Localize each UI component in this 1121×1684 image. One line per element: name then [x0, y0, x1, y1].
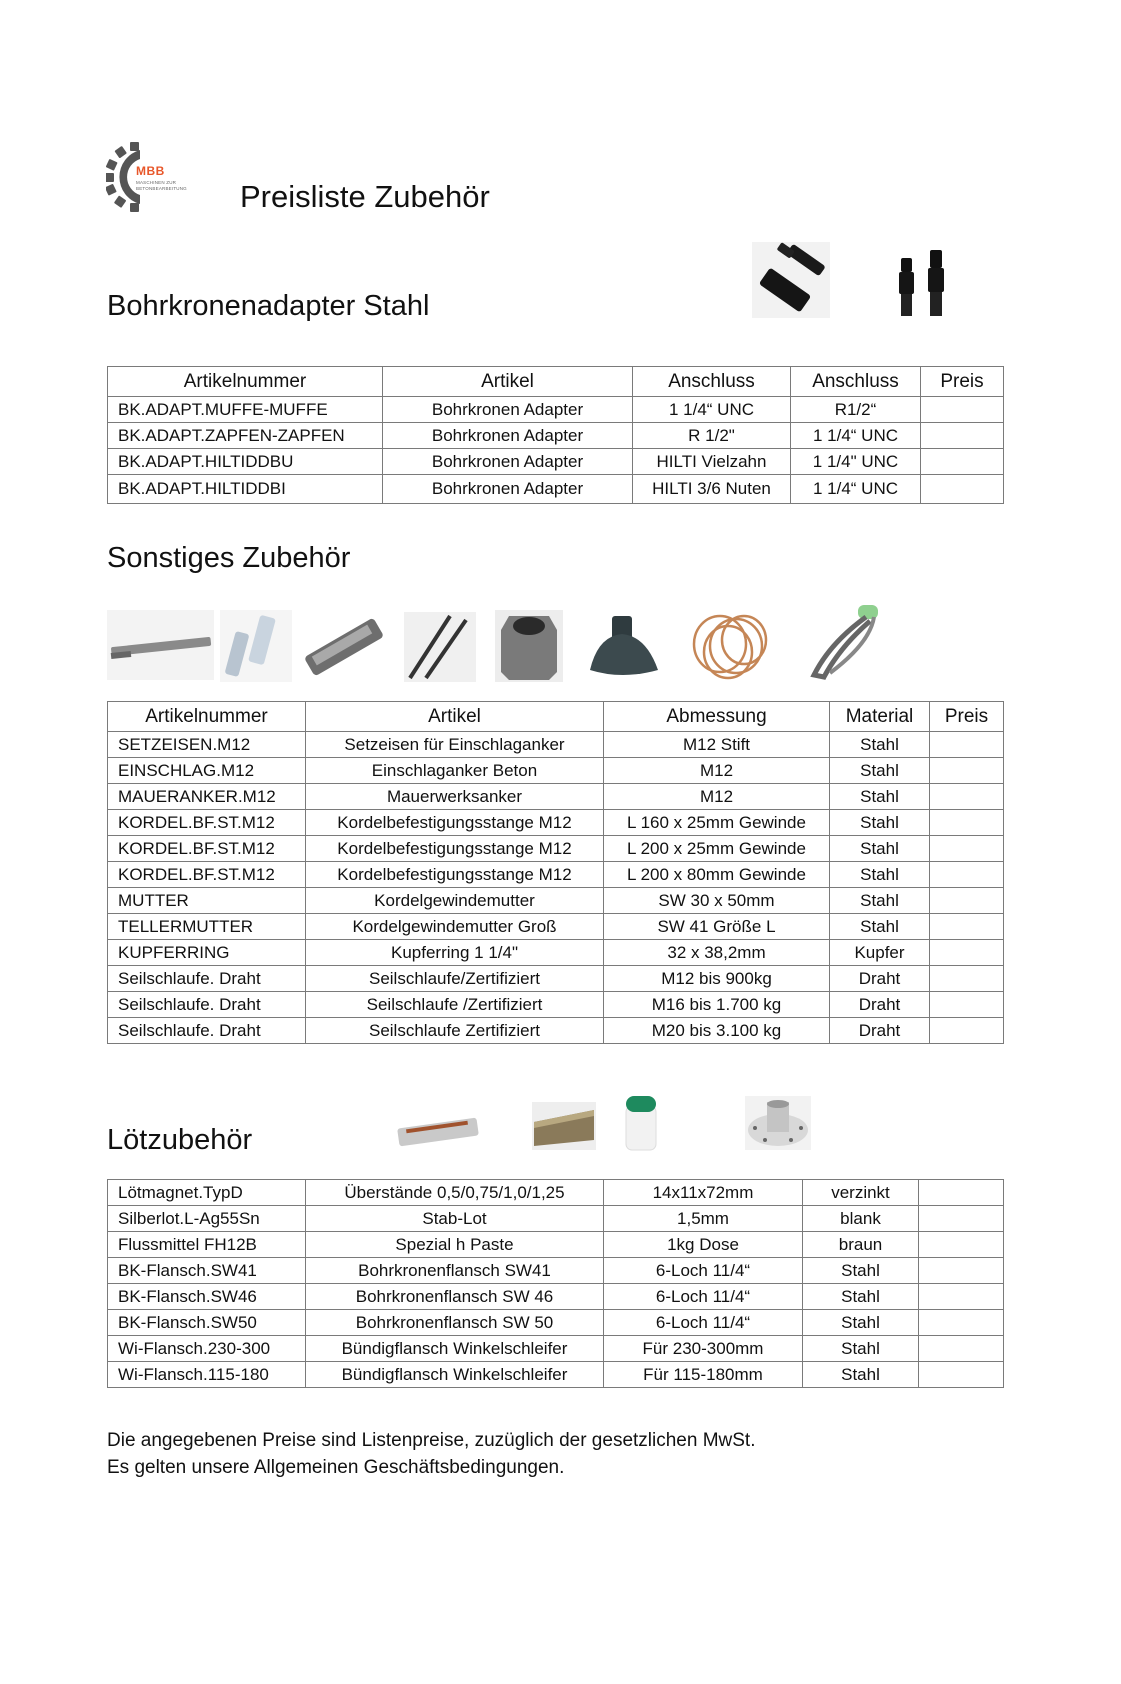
table-row [108, 966, 1004, 992]
logo-brand: MBB [136, 164, 165, 178]
table-row [108, 914, 1004, 940]
cell-abmessung: 1kg Dose [604, 1232, 803, 1258]
cell-artikel: Kordelbefestigungsstange M12 [306, 810, 604, 836]
cell-artikelnummer: BK.ADAPT.MUFFE-MUFFE [108, 397, 383, 423]
cell-material: Stahl [803, 1258, 919, 1284]
cell-abmessung: 6-Loch 11/4“ [604, 1284, 803, 1310]
loetmagnet-image [392, 1105, 482, 1155]
cell-preis [930, 966, 1004, 992]
cell-preis [930, 992, 1004, 1018]
cell-artikel: Seilschlaufe /Zertifiziert [306, 992, 604, 1018]
table-row [108, 784, 1004, 810]
cell-artikelnummer: Wi-Flansch.115-180 [108, 1362, 306, 1388]
cell-artikelnummer: Wi-Flansch.230-300 [108, 1336, 306, 1362]
kupferring-image [680, 610, 780, 682]
cell-artikelnummer: Seilschlaufe. Draht [108, 1018, 306, 1044]
cell-artikel: Kordelgewindemutter Groß [306, 914, 604, 940]
cell-material: Draht [830, 1018, 930, 1044]
cell-preis [919, 1206, 1004, 1232]
cell-material: Stahl [803, 1284, 919, 1310]
cell-preis [919, 1362, 1004, 1388]
cell-anschluss-1: 1 1/4“ UNC [633, 397, 791, 423]
table-row [108, 423, 1004, 449]
cell-artikel: Bohrkronenflansch SW 50 [306, 1310, 604, 1336]
cell-abmessung: L 200 x 25mm Gewinde [604, 836, 830, 862]
cell-artikel: Kordelbefestigungsstange M12 [306, 836, 604, 862]
adapter-table [107, 366, 1004, 504]
cell-abmessung: M12 bis 900kg [604, 966, 830, 992]
table-row [108, 732, 1004, 758]
sonstiges-table [107, 701, 1004, 1044]
tellermutter-image [582, 610, 664, 682]
cell-preis [930, 732, 1004, 758]
cell-material: Stahl [830, 888, 930, 914]
cell-artikelnummer: Lötmagnet.TypD [108, 1180, 306, 1206]
kordelstange-image [404, 612, 476, 682]
table-row [108, 1180, 1004, 1206]
cell-artikelnummer: EINSCHLAG.M12 [108, 758, 306, 784]
cell-material: Stahl [803, 1310, 919, 1336]
cell-material: Draht [830, 966, 930, 992]
cell-preis [930, 758, 1004, 784]
table-row [108, 1018, 1004, 1044]
setzeisen-image [107, 610, 214, 680]
cell-artikelnummer: KORDEL.BF.ST.M12 [108, 836, 306, 862]
cell-artikelnummer: BK.ADAPT.ZAPFEN-ZAPFEN [108, 423, 383, 449]
cell-anschluss-1: R 1/2" [633, 423, 791, 449]
cell-abmessung: 1,5mm [604, 1206, 803, 1232]
cell-material: verzinkt [803, 1180, 919, 1206]
cell-artikel: Bohrkronen Adapter [383, 449, 633, 475]
gear-icon [106, 142, 140, 212]
column-header: Artikelnummer [108, 367, 383, 397]
cell-abmessung: Für 230-300mm [604, 1336, 803, 1362]
seilschlaufe-image [800, 603, 900, 683]
table-row [108, 810, 1004, 836]
cell-artikel: Bohrkronen Adapter [383, 423, 633, 449]
cell-artikelnummer: BK-Flansch.SW46 [108, 1284, 306, 1310]
table-header-row [108, 367, 1004, 397]
cell-abmessung: M20 bis 3.100 kg [604, 1018, 830, 1044]
cell-material: Draht [830, 992, 930, 1018]
cell-artikel: Bohrkronen Adapter [383, 397, 633, 423]
page-title: Preisliste Zubehör [240, 179, 490, 214]
cell-preis [919, 1336, 1004, 1362]
table-row [108, 1310, 1004, 1336]
cell-material: blank [803, 1206, 919, 1232]
section-title-sonstiges: Sonstiges Zubehör [107, 542, 351, 574]
cell-artikel: Bohrkronenflansch SW 46 [306, 1284, 604, 1310]
cell-artikelnummer: MUTTER [108, 888, 306, 914]
cell-abmessung: 14x11x72mm [604, 1180, 803, 1206]
table-row [108, 449, 1004, 475]
loetzubehoer-table [107, 1179, 1004, 1388]
cell-abmessung: 6-Loch 11/4“ [604, 1310, 803, 1336]
footnote-terms: Es gelten unsere Allgemeinen Geschäftsbedingungen. [107, 1457, 565, 1478]
cell-artikelnummer: Seilschlaufe. Draht [108, 966, 306, 992]
cell-anschluss-1: HILTI Vielzahn [633, 449, 791, 475]
cell-artikel: Spezial h Paste [306, 1232, 604, 1258]
cell-material: Kupfer [830, 940, 930, 966]
column-header: Preis [921, 367, 1004, 397]
cell-artikelnummer: BK-Flansch.SW50 [108, 1310, 306, 1336]
table-row [108, 888, 1004, 914]
cell-preis [930, 1018, 1004, 1044]
cell-material: Stahl [830, 810, 930, 836]
cell-abmessung: M12 Stift [604, 732, 830, 758]
bohrkronenflansch-image [745, 1096, 811, 1150]
table-row [108, 1336, 1004, 1362]
table-row [108, 397, 1004, 423]
cell-abmessung: SW 30 x 50mm [604, 888, 830, 914]
silberlot-image [532, 1102, 596, 1150]
cell-abmessung: M12 [604, 784, 830, 810]
cell-artikel: Bohrkronen Adapter [383, 475, 633, 504]
cell-artikel: Einschlaganker Beton [306, 758, 604, 784]
adapter-muffe-zapfen-image [752, 242, 830, 318]
cell-abmessung: Für 115-180mm [604, 1362, 803, 1388]
cell-anschluss-2: R1/2“ [791, 397, 921, 423]
cell-abmessung: M16 bis 1.700 kg [604, 992, 830, 1018]
cell-artikel: Kordelbefestigungsstange M12 [306, 862, 604, 888]
cell-material: Stahl [830, 914, 930, 940]
cell-artikelnummer: BK.ADAPT.HILTIDDBU [108, 449, 383, 475]
cell-preis [930, 836, 1004, 862]
table-row [108, 1362, 1004, 1388]
table-row [108, 1206, 1004, 1232]
table-row [108, 475, 1004, 504]
cell-artikel: Seilschlaufe/Zertifiziert [306, 966, 604, 992]
cell-artikelnummer: KUPFERRING [108, 940, 306, 966]
table-row [108, 758, 1004, 784]
cell-abmessung: L 160 x 25mm Gewinde [604, 810, 830, 836]
cell-artikel: Kupferring 1 1/4" [306, 940, 604, 966]
cell-preis [919, 1284, 1004, 1310]
cell-artikel: Kordelgewindemutter [306, 888, 604, 914]
section-title-adapter: Bohrkronenadapter Stahl [107, 290, 430, 322]
cell-preis [921, 423, 1004, 449]
cell-anschluss-2: 1 1/4" UNC [791, 449, 921, 475]
adapter-hilti-image [895, 244, 957, 320]
flussmittel-dose-image [622, 1092, 660, 1152]
cell-artikelnummer: TELLERMUTTER [108, 914, 306, 940]
logo-tagline-2: BETONBEARBEITUNG [136, 186, 187, 191]
table-row [108, 940, 1004, 966]
column-header: Artikel [306, 702, 604, 732]
cell-preis [919, 1232, 1004, 1258]
cell-preis [919, 1258, 1004, 1284]
cell-abmessung: SW 41 Größe L [604, 914, 830, 940]
column-header: Material [830, 702, 930, 732]
mauerwerksanker-image [300, 610, 385, 682]
table-row [108, 836, 1004, 862]
cell-preis [919, 1310, 1004, 1336]
cell-artikel: Mauerwerksanker [306, 784, 604, 810]
cell-artikelnummer: KORDEL.BF.ST.M12 [108, 810, 306, 836]
cell-anschluss-2: 1 1/4“ UNC [791, 475, 921, 504]
table-row [108, 992, 1004, 1018]
kordelmutter-image [495, 610, 563, 682]
cell-artikelnummer: BK-Flansch.SW41 [108, 1258, 306, 1284]
cell-preis [921, 475, 1004, 504]
cell-preis [921, 449, 1004, 475]
cell-preis [930, 862, 1004, 888]
column-header: Anschluss [633, 367, 791, 397]
cell-artikelnummer: KORDEL.BF.ST.M12 [108, 862, 306, 888]
cell-preis [919, 1180, 1004, 1206]
logo-tagline-1: MASCHINEN ZUR [136, 180, 177, 185]
cell-artikel: Setzeisen für Einschlaganker [306, 732, 604, 758]
cell-artikelnummer: BK.ADAPT.HILTIDDBI [108, 475, 383, 504]
cell-material: Stahl [830, 732, 930, 758]
cell-artikel: Bohrkronenflansch SW41 [306, 1258, 604, 1284]
cell-material: Stahl [803, 1336, 919, 1362]
cell-artikel: Überstände 0,5/0,75/1,0/1,25 [306, 1180, 604, 1206]
table-row [108, 1284, 1004, 1310]
cell-material: Stahl [830, 758, 930, 784]
cell-anschluss-1: HILTI 3/6 Nuten [633, 475, 791, 504]
table-row [108, 862, 1004, 888]
cell-artikelnummer: Silberlot.L-Ag55Sn [108, 1206, 306, 1232]
cell-artikelnummer: Seilschlaufe. Draht [108, 992, 306, 1018]
cell-abmessung: 32 x 38,2mm [604, 940, 830, 966]
cell-artikelnummer: MAUERANKER.M12 [108, 784, 306, 810]
cell-abmessung: L 200 x 80mm Gewinde [604, 862, 830, 888]
table-row [108, 1258, 1004, 1284]
footnote-vat: Die angegebenen Preise sind Listenpreise, zuzüglich der gesetzlichen MwSt. [107, 1430, 756, 1451]
cell-material: Stahl [803, 1362, 919, 1388]
cell-preis [930, 784, 1004, 810]
cell-material: braun [803, 1232, 919, 1258]
cell-abmessung: 6-Loch 11/4“ [604, 1258, 803, 1284]
cell-material: Stahl [830, 784, 930, 810]
cell-material: Stahl [830, 836, 930, 862]
table-header-row [108, 702, 1004, 732]
company-logo [106, 142, 206, 212]
table-row [108, 1232, 1004, 1258]
cell-artikelnummer: Flussmittel FH12B [108, 1232, 306, 1258]
cell-artikel: Stab-Lot [306, 1206, 604, 1232]
cell-preis [930, 888, 1004, 914]
cell-artikel: Bündigflansch Winkelschleifer [306, 1336, 604, 1362]
cell-artikelnummer: SETZEISEN.M12 [108, 732, 306, 758]
cell-anschluss-2: 1 1/4“ UNC [791, 423, 921, 449]
section-title-loetzubehoer: Lötzubehör [107, 1124, 253, 1156]
column-header: Artikel [383, 367, 633, 397]
cell-artikel: Bündigflansch Winkelschleifer [306, 1362, 604, 1388]
column-header: Preis [930, 702, 1004, 732]
column-header: Anschluss [791, 367, 921, 397]
cell-preis [930, 914, 1004, 940]
cell-artikel: Seilschlaufe Zertifiziert [306, 1018, 604, 1044]
column-header: Artikelnummer [108, 702, 306, 732]
cell-preis [930, 940, 1004, 966]
einschlaganker-image [220, 610, 292, 682]
cell-abmessung: M12 [604, 758, 830, 784]
cell-preis [930, 810, 1004, 836]
column-header: Abmessung [604, 702, 830, 732]
cell-material: Stahl [830, 862, 930, 888]
cell-preis [921, 397, 1004, 423]
